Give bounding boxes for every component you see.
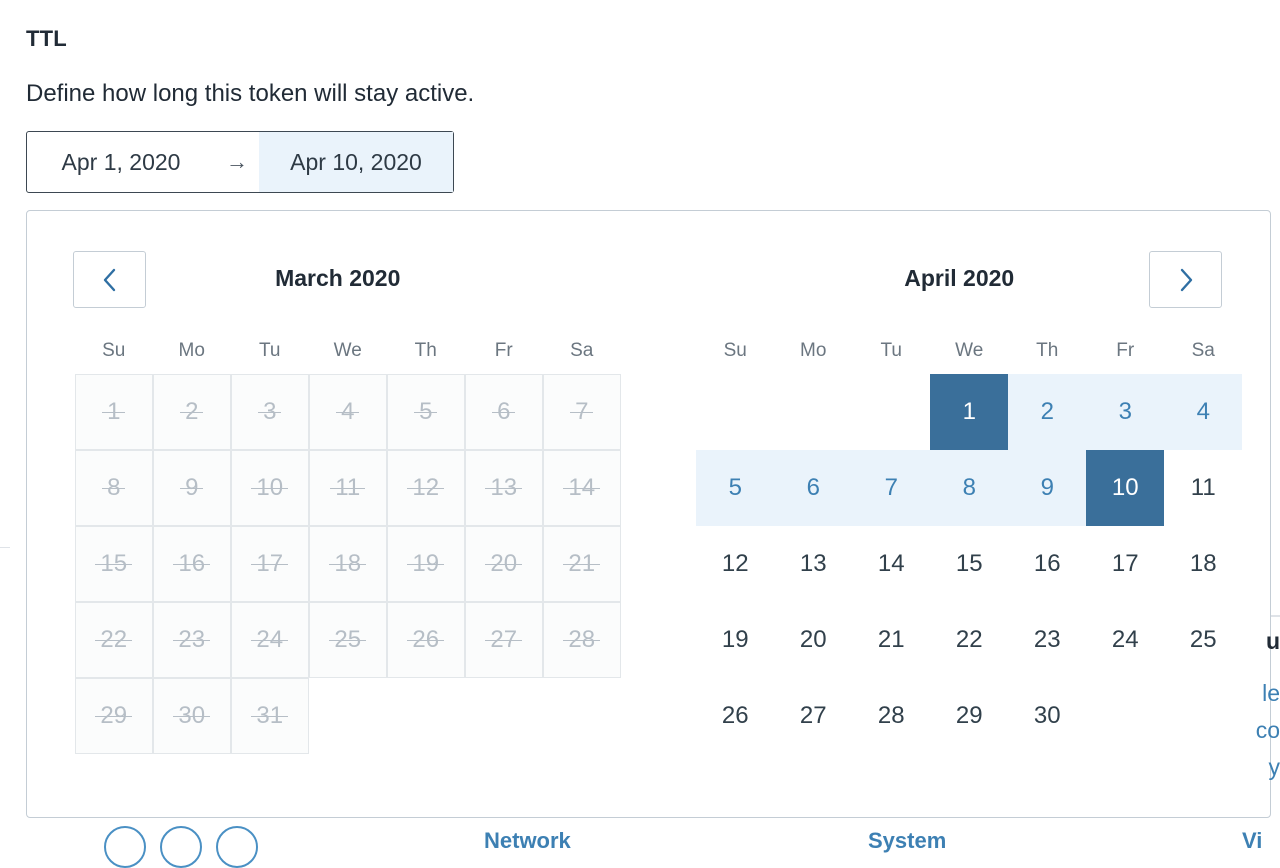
background-label-partial: Vi bbox=[1242, 828, 1262, 854]
day-cell bbox=[231, 526, 309, 602]
day-number: 28 bbox=[568, 626, 595, 654]
day-cell[interactable] bbox=[930, 678, 1008, 754]
day-number: 1 bbox=[107, 398, 120, 426]
day-number: 4 bbox=[1197, 398, 1210, 426]
day-number: 4 bbox=[341, 398, 354, 426]
day-cell[interactable] bbox=[696, 526, 774, 602]
day-cell[interactable] bbox=[852, 526, 930, 602]
day-cell bbox=[153, 602, 231, 678]
day-number: 13 bbox=[800, 550, 827, 578]
day-cell bbox=[387, 602, 465, 678]
day-number: 17 bbox=[1112, 550, 1139, 578]
day-grid-april bbox=[669, 374, 1271, 754]
day-cell[interactable] bbox=[1008, 526, 1086, 602]
day-cell bbox=[309, 450, 387, 526]
day-cell[interactable] bbox=[774, 526, 852, 602]
month-title-april: April 2020 bbox=[649, 251, 1271, 306]
day-number: 10 bbox=[1112, 474, 1139, 502]
weekday-header-april bbox=[669, 336, 1271, 366]
day-cell bbox=[231, 374, 309, 450]
weekday-label: Su bbox=[75, 336, 153, 366]
start-date-field[interactable]: Apr 1, 2020 bbox=[27, 132, 215, 192]
page-description: Define how long this token will stay active. bbox=[26, 80, 474, 108]
day-number: 31 bbox=[256, 702, 283, 730]
day-number: 12 bbox=[412, 474, 439, 502]
day-number: 7 bbox=[885, 474, 898, 502]
day-number: 22 bbox=[956, 626, 983, 654]
day-number: 12 bbox=[722, 550, 749, 578]
day-number: 20 bbox=[800, 626, 827, 654]
weekday-label: Su bbox=[696, 336, 774, 366]
weekday-label: We bbox=[309, 336, 387, 366]
day-cell bbox=[231, 678, 309, 754]
day-number: 6 bbox=[497, 398, 510, 426]
background-link-partial-1[interactable]: le bbox=[1262, 680, 1280, 707]
month-panel-april bbox=[649, 211, 1271, 817]
background-divider bbox=[0, 547, 10, 548]
day-number: 16 bbox=[178, 550, 205, 578]
day-number: 9 bbox=[1041, 474, 1054, 502]
day-number: 18 bbox=[334, 550, 361, 578]
calendar-popover bbox=[26, 210, 1271, 818]
day-cell bbox=[387, 374, 465, 450]
day-cell[interactable] bbox=[774, 602, 852, 678]
weekday-label: Tu bbox=[852, 336, 930, 366]
end-date-field[interactable]: Apr 10, 2020 bbox=[259, 132, 453, 192]
day-number: 11 bbox=[1191, 474, 1216, 502]
day-number: 20 bbox=[490, 550, 517, 578]
day-cell[interactable] bbox=[774, 678, 852, 754]
background-avatar-group bbox=[104, 826, 258, 868]
day-number: 15 bbox=[956, 550, 983, 578]
day-number: 17 bbox=[256, 550, 283, 578]
weekday-header-march bbox=[47, 336, 649, 366]
day-number: 24 bbox=[256, 626, 283, 654]
day-cell bbox=[75, 374, 153, 450]
day-cell bbox=[387, 526, 465, 602]
calendar-months bbox=[27, 211, 1270, 817]
day-cell bbox=[309, 374, 387, 450]
day-number: 11 bbox=[335, 474, 360, 502]
day-cell bbox=[465, 450, 543, 526]
day-cell bbox=[543, 602, 621, 678]
day-cell bbox=[543, 526, 621, 602]
day-number: 6 bbox=[807, 474, 820, 502]
weekday-label: Mo bbox=[774, 336, 852, 366]
day-cell[interactable] bbox=[1008, 678, 1086, 754]
day-number: 8 bbox=[963, 474, 976, 502]
avatar bbox=[160, 826, 202, 868]
day-cell[interactable] bbox=[1164, 602, 1242, 678]
day-number: 7 bbox=[575, 398, 588, 426]
day-number: 27 bbox=[490, 626, 517, 654]
day-cell[interactable] bbox=[696, 678, 774, 754]
background-label-system: System bbox=[868, 828, 946, 854]
day-cell bbox=[153, 374, 231, 450]
day-cell bbox=[75, 450, 153, 526]
background-heading-partial: u bbox=[1266, 628, 1280, 655]
day-number: 26 bbox=[722, 702, 749, 730]
month-title-march: March 2020 bbox=[27, 251, 649, 306]
day-cell bbox=[543, 374, 621, 450]
day-number: 18 bbox=[1190, 550, 1217, 578]
weekday-label: Fr bbox=[465, 336, 543, 366]
day-number: 29 bbox=[100, 702, 127, 730]
day-cell[interactable] bbox=[852, 678, 930, 754]
day-number: 27 bbox=[800, 702, 827, 730]
day-cell bbox=[75, 678, 153, 754]
day-cell[interactable] bbox=[852, 450, 930, 526]
day-cell[interactable] bbox=[1164, 526, 1242, 602]
day-cell[interactable] bbox=[1008, 374, 1086, 450]
weekday-label: Mo bbox=[153, 336, 231, 366]
day-number: 30 bbox=[178, 702, 205, 730]
day-number: 29 bbox=[956, 702, 983, 730]
day-number: 15 bbox=[100, 550, 127, 578]
day-cell[interactable] bbox=[1086, 602, 1164, 678]
day-cell bbox=[465, 602, 543, 678]
avatar bbox=[216, 826, 258, 868]
day-cell bbox=[75, 526, 153, 602]
day-number: 13 bbox=[490, 474, 517, 502]
day-number: 2 bbox=[185, 398, 198, 426]
day-cell bbox=[231, 450, 309, 526]
day-cell bbox=[153, 450, 231, 526]
day-number: 10 bbox=[256, 474, 283, 502]
avatar bbox=[104, 826, 146, 868]
day-number: 5 bbox=[419, 398, 432, 426]
day-number: 19 bbox=[722, 626, 749, 654]
day-number: 14 bbox=[878, 550, 905, 578]
day-cell[interactable] bbox=[1008, 602, 1086, 678]
day-cell[interactable] bbox=[930, 450, 1008, 526]
weekday-label: Fr bbox=[1086, 336, 1164, 366]
day-cell bbox=[543, 450, 621, 526]
day-number: 3 bbox=[263, 398, 276, 426]
day-cell bbox=[387, 450, 465, 526]
page-title: TTL bbox=[26, 26, 67, 52]
month-panel-march bbox=[27, 211, 649, 817]
day-number: 8 bbox=[107, 474, 120, 502]
day-number: 16 bbox=[1034, 550, 1061, 578]
day-cell[interactable] bbox=[696, 602, 774, 678]
day-cell bbox=[153, 526, 231, 602]
background-link-partial-2[interactable]: co bbox=[1256, 717, 1280, 744]
day-cell[interactable] bbox=[1086, 526, 1164, 602]
day-number: 24 bbox=[1112, 626, 1139, 654]
day-cell[interactable] bbox=[696, 450, 774, 526]
weekday-label: Th bbox=[1008, 336, 1086, 366]
day-cell bbox=[75, 602, 153, 678]
day-number: 14 bbox=[568, 474, 595, 502]
day-cell bbox=[465, 526, 543, 602]
day-number: 22 bbox=[100, 626, 127, 654]
day-cell[interactable] bbox=[1164, 450, 1242, 526]
day-number: 21 bbox=[878, 626, 905, 654]
day-number: 30 bbox=[1034, 702, 1061, 730]
day-cell[interactable] bbox=[1164, 374, 1242, 450]
date-range-input[interactable] bbox=[26, 131, 454, 193]
day-cell bbox=[153, 678, 231, 754]
day-number: 21 bbox=[568, 550, 595, 578]
day-number: 23 bbox=[1034, 626, 1061, 654]
day-cell[interactable] bbox=[930, 526, 1008, 602]
day-cell[interactable] bbox=[1086, 374, 1164, 450]
weekday-label: Tu bbox=[231, 336, 309, 366]
day-cell[interactable] bbox=[774, 450, 852, 526]
day-number: 3 bbox=[1119, 398, 1132, 426]
day-cell[interactable] bbox=[930, 374, 1008, 450]
day-number: 2 bbox=[1041, 398, 1054, 426]
range-arrow-icon: → bbox=[215, 132, 259, 192]
day-number: 5 bbox=[729, 474, 742, 502]
day-cell bbox=[231, 602, 309, 678]
day-grid-march bbox=[47, 374, 649, 754]
day-number: 25 bbox=[334, 626, 361, 654]
weekday-label: Sa bbox=[1164, 336, 1242, 366]
day-cell bbox=[309, 526, 387, 602]
weekday-label: Sa bbox=[543, 336, 621, 366]
day-number: 25 bbox=[1190, 626, 1217, 654]
day-cell[interactable] bbox=[852, 602, 930, 678]
day-number: 26 bbox=[412, 626, 439, 654]
day-cell bbox=[465, 374, 543, 450]
day-number: 23 bbox=[178, 626, 205, 654]
day-cell[interactable] bbox=[930, 602, 1008, 678]
background-label-network: Network bbox=[484, 828, 571, 854]
day-cell[interactable] bbox=[1086, 450, 1164, 526]
day-number: 9 bbox=[185, 474, 198, 502]
background-link-partial-3[interactable]: y bbox=[1269, 754, 1280, 781]
weekday-label: Th bbox=[387, 336, 465, 366]
day-cell[interactable] bbox=[1008, 450, 1086, 526]
day-cell bbox=[309, 602, 387, 678]
day-number: 1 bbox=[963, 398, 976, 426]
day-number: 19 bbox=[412, 550, 439, 578]
weekday-label: We bbox=[930, 336, 1008, 366]
day-number: 28 bbox=[878, 702, 905, 730]
